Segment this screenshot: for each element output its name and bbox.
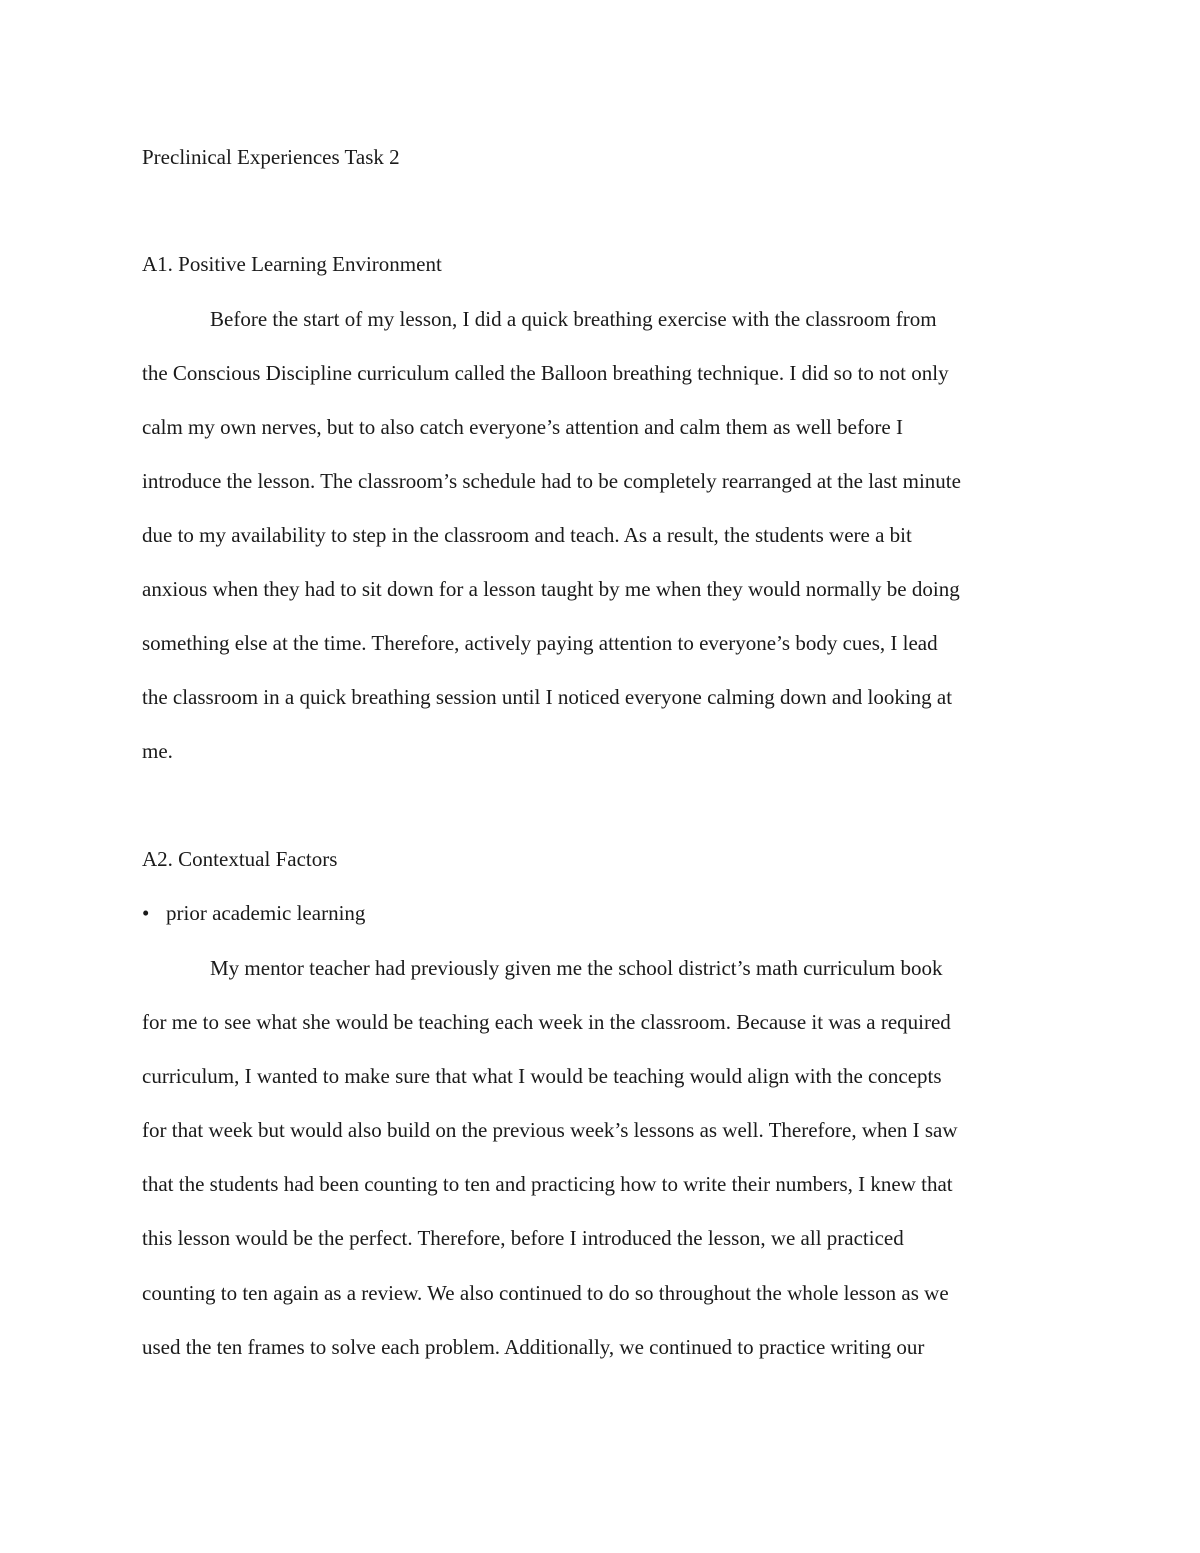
bullet-text: prior academic learning	[166, 901, 366, 925]
paragraph-line: calm my own nerves, but to also catch everyone’s attention and calm them as well before I	[142, 415, 903, 439]
document-title: Preclinical Experiences Task 2	[142, 145, 400, 169]
paragraph-line: counting to ten again as a review. We also continued to do so throughout the whole lesson as we	[142, 1281, 949, 1305]
paragraph-line: anxious when they had to sit down for a lesson taught by me when they would normally be doing	[142, 577, 960, 601]
paragraph-line: for me to see what she would be teaching each week in the classroom. Because it was a required	[142, 1010, 951, 1034]
paragraph-line: that the students had been counting to ten and practicing how to write their numbers, I knew that	[142, 1172, 953, 1196]
paragraph-line: Before the start of my lesson, I did a quick breathing exercise with the classroom from	[210, 307, 937, 331]
paragraph-line: curriculum, I wanted to make sure that what I would be teaching would align with the concepts	[142, 1064, 942, 1088]
paragraph-line: due to my availability to step in the classroom and teach. As a result, the students were a bit	[142, 523, 912, 547]
section-a1-heading: A1. Positive Learning Environment	[142, 252, 442, 276]
paragraph-line: this lesson would be the perfect. Therefore, before I introduced the lesson, we all practiced	[142, 1226, 904, 1250]
paragraph-line: used the ten frames to solve each problem. Additionally, we continued to practice writing our	[142, 1335, 925, 1359]
bullet-glyph: •	[142, 901, 150, 925]
paragraph-line: for that week but would also build on the previous week’s lessons as well. Therefore, when I saw	[142, 1118, 958, 1142]
paragraph-line: the classroom in a quick breathing session until I noticed everyone calming down and looking at	[142, 685, 953, 709]
section-a2-heading: A2. Contextual Factors	[142, 847, 338, 871]
paragraph-line: me.	[142, 739, 173, 763]
paragraph-line: introduce the lesson. The classroom’s schedule had to be completely rearranged at the last minute	[142, 469, 961, 493]
paragraph-line: My mentor teacher had previously given me the school district’s math curriculum book	[210, 956, 943, 980]
paragraph-line: something else at the time. Therefore, actively paying attention to everyone’s body cues, I lead	[142, 631, 938, 655]
paragraph-line: the Conscious Discipline curriculum called the Balloon breathing technique. I did so to not only	[142, 361, 949, 385]
